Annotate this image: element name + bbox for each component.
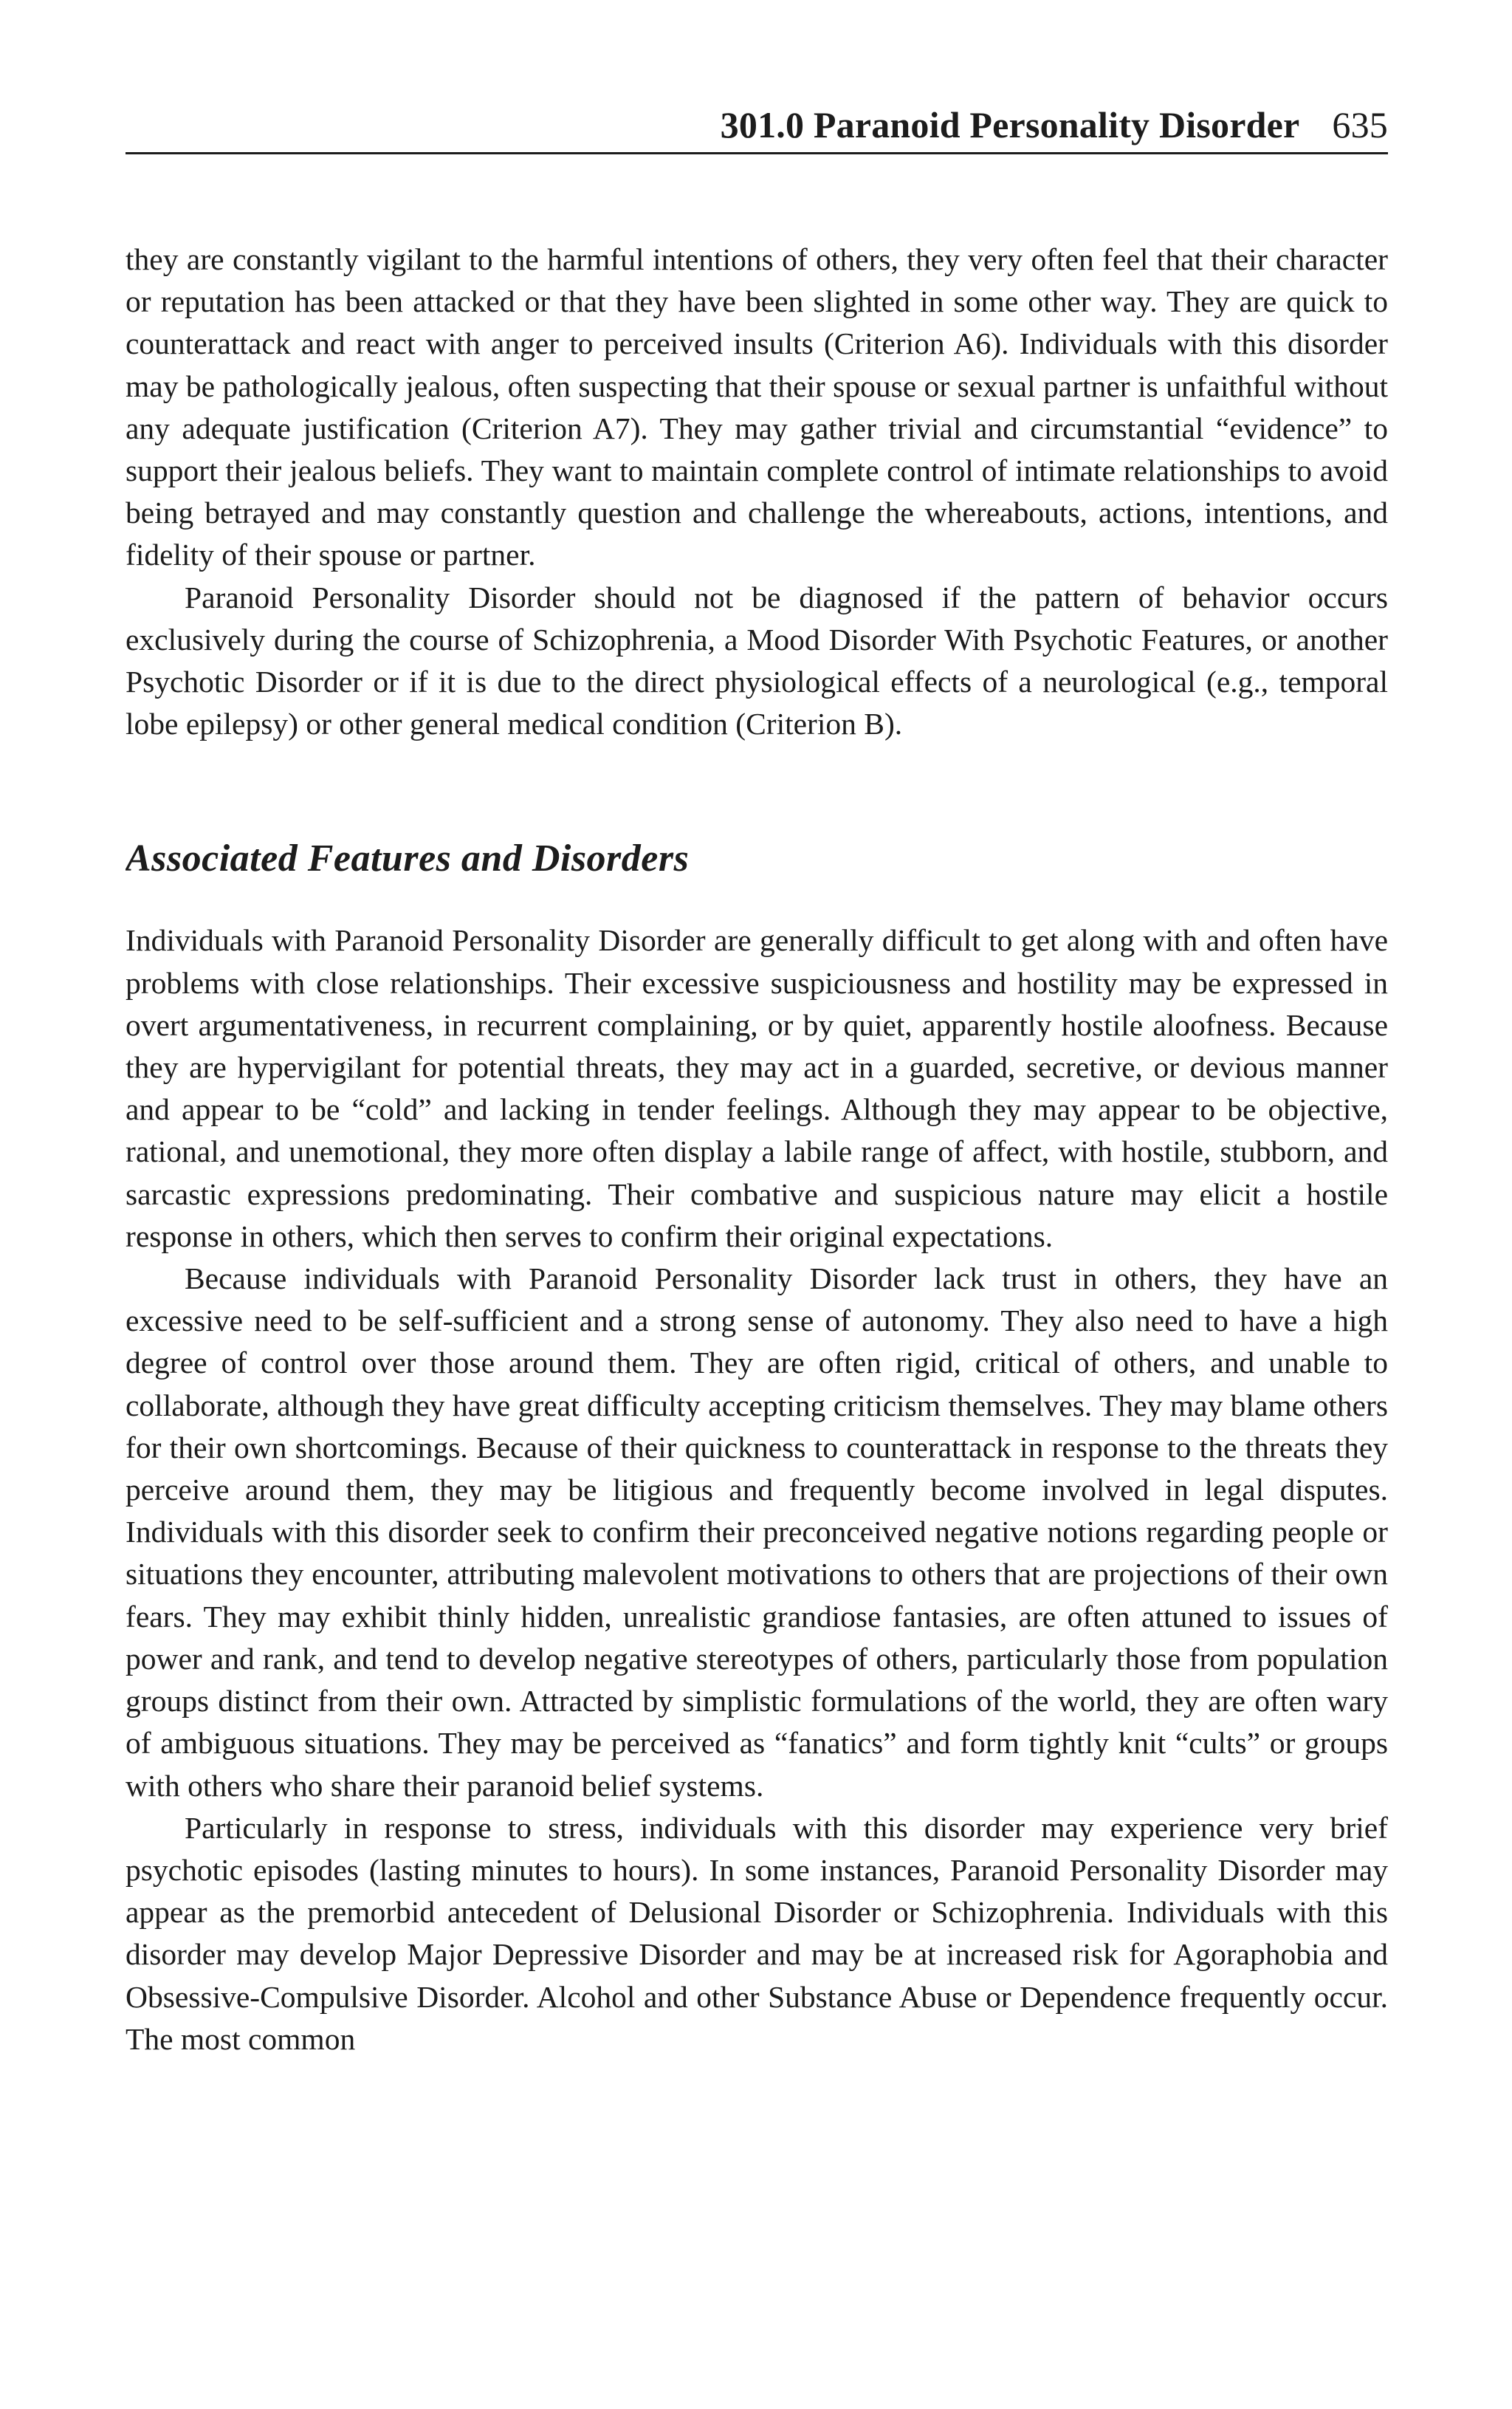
page-number: 635 — [1332, 104, 1388, 145]
section-heading: Associated Features and Disorders — [126, 837, 690, 880]
paragraph-associated-features-1: Individuals with Paranoid Personality Disorder are generally difficult to get along with and often have problems with close relationships. Their excessive suspiciousness and hostility may be expressed in overt argumentativeness, in recurrent complaining, or by quiet, apparently hostile aloofness. Because they are hypervigilant for potential threats, they may act in a guarded, secretive, or devious manner and appear to be “cold” and lacking in tender feelings. Although they may appear to be objective, rational, and unemotional, they more often display a labile range of affect, with hostile, stubborn, and sarcastic expressions predominating. Their combative and suspicious nature may elicit a hostile response in others, which then serves to confirm their original expectations. — [126, 923, 1388, 1253]
paragraph-exclusion-criterion: Paranoid Personality Disorder should not be diagnosed if the pattern of behavior occurs exclusively during the course of Schizophrenia, a Mood Disorder With Psychotic Features, or another Psychotic Disorder or if it is due to the direct physiological effects of a neurological (e.g., temporal lobe epilepsy) or other general medical condition (Criterion B). — [126, 580, 1388, 741]
paragraph-continuation: they are constantly vigilant to the harmful intentions of others, they very often feel that their character or reputation has been attacked or that they have been slighted in some other way. They are quick to counterattack and react with anger to perceived insults (Criterion A6). Individuals with this disorder may be pathologically jealous, often suspecting that their spouse or sexual partner is unfaithful without any adequate justification (Criterion A7). They may gather trivial and circumstantial “evidence” to support their jealous beliefs. They want to maintain complete control of intimate relationships to avoid being betrayed and may constantly question and challenge the whereabouts, actions, intentions, and fidelity of their spouse or partner. — [126, 242, 1388, 572]
paragraph-associated-features-2: Because individuals with Paranoid Personality Disorder lack trust in others, they have an excessive need to be self-sufficient and a strong sense of autonomy. They also need to have a high degree of control over those around them. They are often rigid, critical of others, and unable to collaborate, although they have great difficulty accepting criticism themselves. They may blame others for their own shortcomings. Because of their quickness to counterattack in response to the threats they perceive around them, they may be litigious and frequently become involved in legal disputes. Individuals with this disorder seek to confirm their preconceived negative notions regarding people or situations they encounter, attributing malevolent motivations to others that are projections of their own fears. They may exhibit thinly hidden, unrealistic grandiose fantasies, are often attuned to issues of power and rank, and tend to develop negative stereotypes of others, particularly those from population groups distinct from their own. Attracted by simplistic formulations of the world, they are often wary of ambiguous situations. They may be perceived as “fanatics” and form tightly knit “cults” or groups with others who share their paranoid belief systems. — [126, 1261, 1388, 1803]
body-text — [126, 239, 1388, 2060]
running-head-section-title: 301.0 Paranoid Personality Disorder — [720, 104, 1300, 145]
running-head — [126, 103, 1388, 154]
paragraph-associated-features-3: Particularly in response to stress, individuals with this disorder may experience very brief psychotic episodes (lasting minutes to hours). In some instances, Paranoid Personality Disorder may appear as the premorbid antecedent of Delusional Disorder or Schizophrenia. Individuals with this disorder may develop Major Depressive Disorder and may be at increased risk for Agoraphobia and Obsessive-Compulsive Disorder. Alcohol and other Substance Abuse or Dependence frequently occur. The most common — [126, 1810, 1388, 2056]
book-page — [126, 103, 1388, 2348]
